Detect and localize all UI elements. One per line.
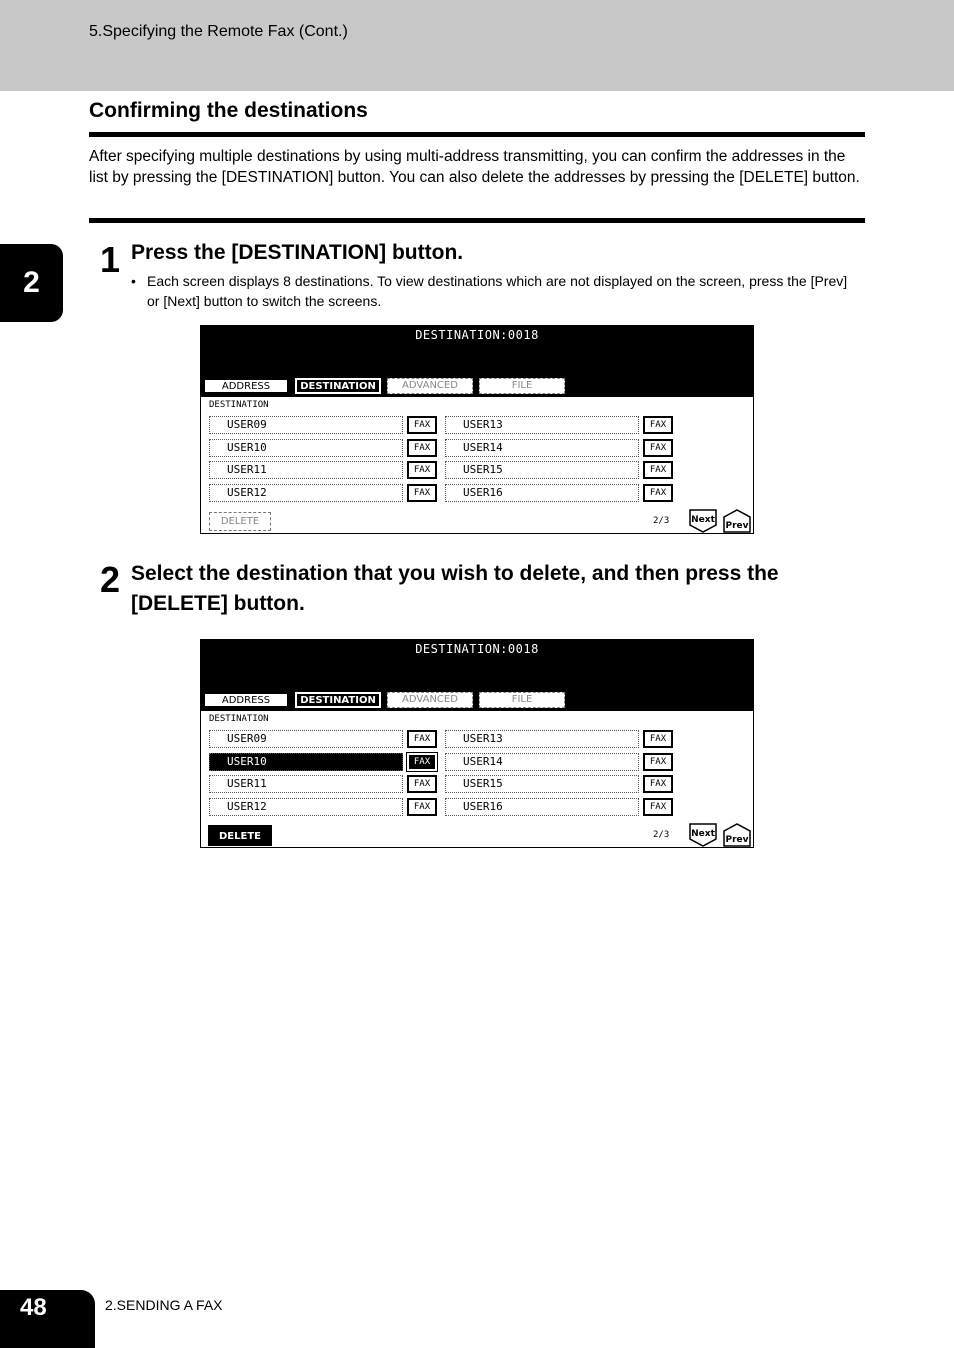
step-2-number: 2 <box>100 559 120 600</box>
tab-advanced[interactable]: ADVANCED <box>387 378 473 394</box>
fax-button[interactable]: FAX <box>643 753 673 771</box>
page-number-tab <box>0 1290 95 1348</box>
page-indicator: 2/3 <box>653 516 670 526</box>
delete-button[interactable]: DELETE <box>209 826 271 845</box>
page-number: 48 <box>20 1294 47 1321</box>
destination-row[interactable]: USER16 <box>445 798 639 816</box>
fax-button[interactable]: FAX <box>407 798 437 816</box>
destination-list-label: DESTINATION <box>209 714 269 724</box>
footer-chapter: 2.SENDING A FAX <box>105 1297 223 1313</box>
prev-label: Prev <box>725 835 749 845</box>
fax-button[interactable]: FAX <box>407 730 437 748</box>
tab-address[interactable]: ADDRESS <box>203 692 289 708</box>
intro-rule <box>89 218 865 223</box>
destination-screen-1 <box>200 325 754 534</box>
destination-row[interactable]: USER09 <box>209 416 403 434</box>
destination-row[interactable]: USER14 <box>445 753 639 771</box>
fax-button[interactable]: FAX <box>643 798 673 816</box>
fax-button[interactable]: FAX <box>643 484 673 502</box>
destination-row[interactable]: USER13 <box>445 730 639 748</box>
destination-row[interactable]: USER15 <box>445 461 639 479</box>
header-band <box>0 0 954 91</box>
destination-row[interactable]: USER12 <box>209 484 403 502</box>
destination-row[interactable]: USER12 <box>209 798 403 816</box>
section-title: Confirming the destinations <box>89 99 368 122</box>
fax-button[interactable]: FAX <box>643 416 673 434</box>
bullet-text: Each screen displays 8 destinations. To view destinations which are not displayed on the screen, press the [Prev] or [Next] button to switch the screens. <box>147 273 848 309</box>
delete-button[interactable]: DELETE <box>209 512 271 531</box>
prev-button[interactable] <box>723 823 751 847</box>
screen-header <box>201 326 753 397</box>
fax-button-selected[interactable]: FAX <box>407 753 437 771</box>
destination-screen-2 <box>200 639 754 848</box>
destination-list-label: DESTINATION <box>209 400 269 410</box>
destination-row[interactable]: USER13 <box>445 416 639 434</box>
tab-destination[interactable]: DESTINATION <box>295 692 381 708</box>
running-header: 5.Specifying the Remote Fax (Cont.) <box>89 23 348 40</box>
prev-label: Prev <box>725 521 749 531</box>
screen-header <box>201 640 753 711</box>
tab-advanced[interactable]: ADVANCED <box>387 692 473 708</box>
fax-button[interactable]: FAX <box>407 461 437 479</box>
fax-button[interactable]: FAX <box>643 775 673 793</box>
fax-button[interactable]: FAX <box>643 439 673 457</box>
screen-title: DESTINATION:0018 <box>415 642 539 656</box>
step-1-title: Press the [DESTINATION] button. <box>131 241 464 264</box>
tab-destination[interactable]: DESTINATION <box>295 378 381 394</box>
step-2-title: Select the destination that you wish to delete, and then press the [DELETE] button. <box>131 562 779 615</box>
fax-button[interactable]: FAX <box>643 730 673 748</box>
step-1-bullet <box>131 272 861 311</box>
fax-button[interactable]: FAX <box>407 416 437 434</box>
fax-button[interactable]: FAX <box>407 484 437 502</box>
screen-title: DESTINATION:0018 <box>415 328 539 342</box>
destination-row[interactable]: USER11 <box>209 461 403 479</box>
fax-button[interactable]: FAX <box>407 775 437 793</box>
destination-row[interactable]: USER14 <box>445 439 639 457</box>
tab-address[interactable]: ADDRESS <box>203 378 289 394</box>
tab-file[interactable]: FILE <box>479 378 565 394</box>
next-button[interactable] <box>689 823 717 847</box>
step-1-number: 1 <box>100 239 120 280</box>
tab-file[interactable]: FILE <box>479 692 565 708</box>
destination-row[interactable]: USER11 <box>209 775 403 793</box>
destination-row[interactable]: USER10 <box>209 439 403 457</box>
destination-row-selected[interactable]: USER10 <box>209 753 403 771</box>
title-rule <box>89 132 865 137</box>
destination-row[interactable]: USER15 <box>445 775 639 793</box>
chapter-tab: 2 <box>0 244 63 322</box>
next-label: Next <box>691 515 715 525</box>
next-button[interactable] <box>689 509 717 533</box>
intro-paragraph: After specifying multiple destinations by using multi-address transmitting, you can confirm the addresses in the list by pressing the [DESTINATION] button. You can also delete the addresses by pressing the [DELETE] button. <box>89 148 860 186</box>
destination-row[interactable]: USER16 <box>445 484 639 502</box>
destination-row[interactable]: USER09 <box>209 730 403 748</box>
fax-button[interactable]: FAX <box>407 439 437 457</box>
fax-button[interactable]: FAX <box>643 461 673 479</box>
next-label: Next <box>691 829 715 839</box>
bullet-dot: • <box>131 273 136 289</box>
prev-button[interactable] <box>723 509 751 533</box>
page-indicator: 2/3 <box>653 830 670 840</box>
